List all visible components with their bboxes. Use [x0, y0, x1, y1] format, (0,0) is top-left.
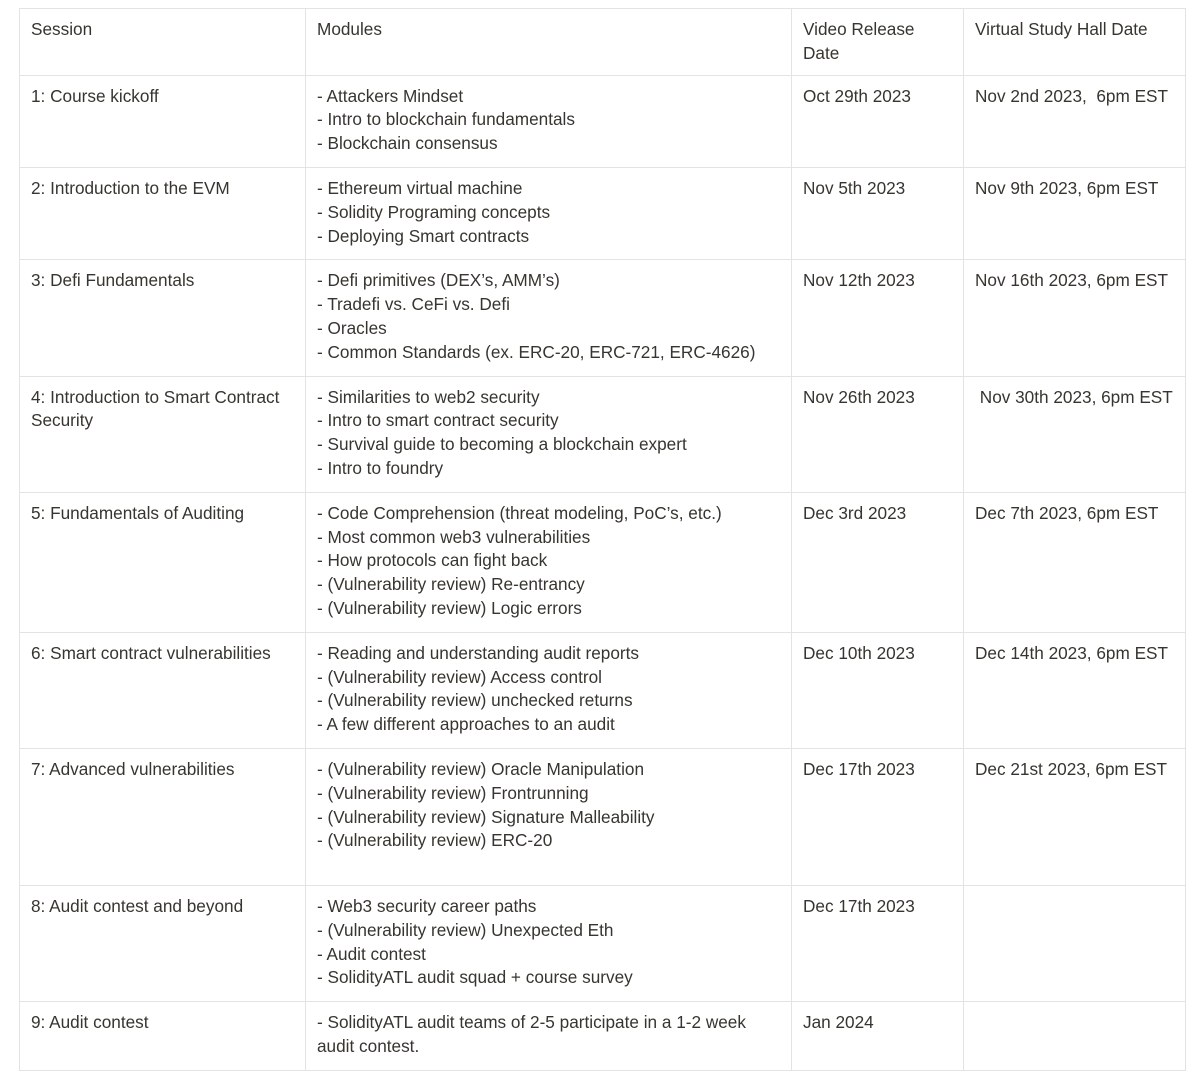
module-item: - Web3 security career paths — [317, 895, 537, 916]
module-item: - Intro to foundry — [317, 457, 444, 478]
table-row — [20, 260, 1186, 376]
study-hall-date-cell: Nov 30th 2023, 6pm EST — [964, 376, 1186, 492]
modules-cell — [306, 492, 792, 632]
module-item: - Most common web3 vulnerabilities — [317, 526, 591, 547]
module-item: - Similarities to web2 security — [317, 386, 540, 407]
video-release-date-cell: Dec 10th 2023 — [792, 632, 964, 748]
module-item: - Solidity Programing concepts — [317, 201, 551, 222]
module-item: - SolidityATL audit teams of 2-5 participate in a 1-2 week audit contest. — [317, 1012, 746, 1056]
table-row — [20, 632, 1186, 748]
module-item: - (Vulnerability review) Oracle Manipulation — [317, 758, 645, 779]
header-session: Session — [20, 9, 306, 76]
session-cell: 6: Smart contract vulnerabilities — [20, 632, 306, 748]
module-item: - (Vulnerability review) Re-entrancy — [317, 574, 585, 595]
session-cell: 5: Fundamentals of Auditing — [20, 492, 306, 632]
module-item: - (Vulnerability review) Logic errors — [317, 597, 582, 618]
study-hall-date-cell: Dec 21st 2023, 6pm EST — [964, 748, 1186, 885]
modules-cell — [306, 1002, 792, 1071]
schedule-table — [19, 8, 1186, 1071]
table-body — [20, 75, 1186, 1070]
table-row — [20, 75, 1186, 167]
video-release-date-cell: Nov 26th 2023 — [792, 376, 964, 492]
module-item: - How protocols can fight back — [317, 550, 548, 571]
module-item: - (Vulnerability review) Access control — [317, 666, 602, 687]
video-release-date-cell: Nov 12th 2023 — [792, 260, 964, 376]
table-row — [20, 376, 1186, 492]
modules-cell — [306, 376, 792, 492]
module-item: - Code Comprehension (threat modeling, PoC’s, etc.) — [317, 502, 722, 523]
module-item: - Attackers Mindset — [317, 85, 464, 106]
session-cell: 3: Defi Fundamentals — [20, 260, 306, 376]
module-item: - Tradefi vs. CeFi vs. Defi — [317, 294, 510, 315]
session-cell: 1: Course kickoff — [20, 75, 306, 167]
study-hall-date-cell: Dec 7th 2023, 6pm EST — [964, 492, 1186, 632]
session-cell: 9: Audit contest — [20, 1002, 306, 1071]
module-item: - SolidityATL audit squad + course survey — [317, 967, 633, 988]
session-cell: 7: Advanced vulnerabilities — [20, 748, 306, 885]
modules-cell — [306, 167, 792, 259]
study-hall-date-cell — [964, 1002, 1186, 1071]
video-release-date-cell: Oct 29th 2023 — [792, 75, 964, 167]
video-release-date-cell: Nov 5th 2023 — [792, 167, 964, 259]
modules-cell — [306, 75, 792, 167]
study-hall-date-cell — [964, 885, 1186, 1001]
module-item: - Deploying Smart contracts — [317, 225, 530, 246]
module-item: - Reading and understanding audit reports — [317, 642, 640, 663]
table-row — [20, 167, 1186, 259]
module-item: - Common Standards (ex. ERC-20, ERC-721, ERC-4626) — [317, 341, 756, 362]
module-item: - (Vulnerability review) Frontrunning — [317, 782, 589, 803]
header-video-release-date: Video Release Date — [792, 9, 964, 76]
module-item: - A few different approaches to an audit — [317, 714, 615, 735]
module-item: - (Vulnerability review) ERC-20 — [317, 830, 553, 851]
study-hall-date-cell: Nov 2nd 2023, 6pm EST — [964, 75, 1186, 167]
table-row — [20, 885, 1186, 1001]
module-item: - Defi primitives (DEX’s, AMM’s) — [317, 270, 560, 291]
table-row — [20, 748, 1186, 885]
module-item: - Intro to smart contract security — [317, 410, 559, 431]
module-item: - Ethereum virtual machine — [317, 177, 523, 198]
module-item: - Survival guide to becoming a blockchain expert — [317, 434, 687, 455]
module-item: - (Vulnerability review) Unexpected Eth — [317, 919, 614, 940]
study-hall-date-cell: Nov 9th 2023, 6pm EST — [964, 167, 1186, 259]
modules-cell — [306, 632, 792, 748]
module-item: - Audit contest — [317, 943, 426, 964]
session-cell: 8: Audit contest and beyond — [20, 885, 306, 1001]
module-item: - (Vulnerability review) Signature Malleability — [317, 806, 655, 827]
modules-cell — [306, 885, 792, 1001]
header-row — [20, 9, 1186, 76]
table-row — [20, 1002, 1186, 1071]
video-release-date-cell: Dec 3rd 2023 — [792, 492, 964, 632]
modules-cell — [306, 748, 792, 885]
header-modules: Modules — [306, 9, 792, 76]
module-item: - Intro to blockchain fundamentals — [317, 109, 575, 130]
modules-cell — [306, 260, 792, 376]
video-release-date-cell: Dec 17th 2023 — [792, 885, 964, 1001]
module-item: - Blockchain consensus — [317, 133, 498, 154]
video-release-date-cell: Jan 2024 — [792, 1002, 964, 1071]
video-release-date-cell: Dec 17th 2023 — [792, 748, 964, 885]
session-cell: 2: Introduction to the EVM — [20, 167, 306, 259]
study-hall-date-cell: Nov 16th 2023, 6pm EST — [964, 260, 1186, 376]
module-item: - Oracles — [317, 317, 387, 338]
session-cell: 4: Introduction to Smart Contract Security — [20, 376, 306, 492]
table-row — [20, 492, 1186, 632]
module-item: - (Vulnerability review) unchecked returns — [317, 690, 633, 711]
study-hall-date-cell: Dec 14th 2023, 6pm EST — [964, 632, 1186, 748]
header-virtual-study-hall-date: Virtual Study Hall Date — [964, 9, 1186, 76]
